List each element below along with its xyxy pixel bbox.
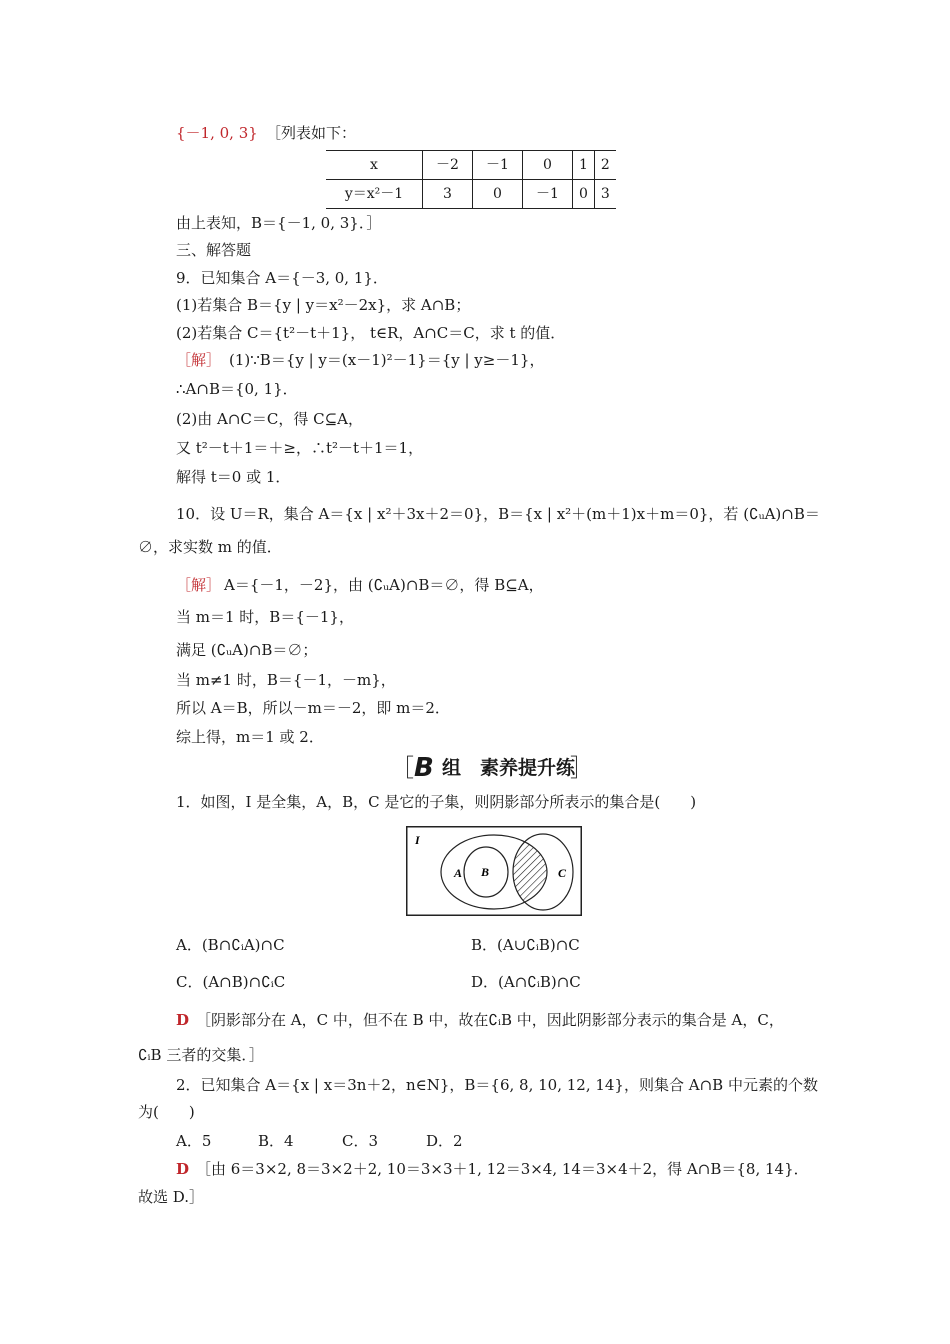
b2-explanation: 故选 D.］ [138, 1188, 205, 1206]
q10-solution-line: A＝{－1，－2}，由 (∁ᵤA)∩B＝∅，得 B⊆A， [224, 576, 544, 594]
table-cell: －1 [523, 180, 573, 209]
banner-bracket-right: ］ [570, 754, 594, 782]
q10-stem: 10．设 U＝R，集合 A＝{x | x²＋3x＋2＝0}，B＝{x | x²＋(m＋1)x＋m＝0}，若 (∁ᵤA)∩B＝ [176, 505, 820, 523]
q10-solution-line: 当 m＝1 时，B＝{－1}， [176, 608, 354, 626]
banner-title: 组 素养提升练 [442, 757, 576, 779]
q9-solution-tag: ［解］ [176, 351, 222, 369]
value-table [326, 150, 616, 209]
table-cell: 0 [473, 180, 523, 209]
b2-option-c: C．3 [342, 1132, 379, 1150]
table-row [326, 151, 616, 180]
section-heading: 三、解答题 [176, 241, 252, 259]
table-cell: y＝x²－1 [326, 180, 423, 209]
b1-explanation: ［阴影部分在 A，C 中，但不在 B 中，故在∁ᵢB 中，因此阴影部分表示的集合是 A，C， [196, 1011, 784, 1029]
table-cell: 3 [423, 180, 473, 209]
q10-stem: ∅，求实数 m 的值． [138, 538, 282, 556]
banner-bracket-left: ［ [390, 754, 414, 782]
table-cell: 0 [573, 180, 595, 209]
b2-stem: 2．已知集合 A＝{x | x＝3n＋2，n∈N}，B＝{6, 8, 10, 12, 14}，则集合 A∩B 中元素的个数 [176, 1076, 818, 1094]
b1-option-a: A．(B∩∁ᵢA)∩C [176, 936, 285, 954]
b1-option-b: B．(A∪∁ᵢB)∩C [471, 936, 580, 954]
b1-option-d: D．(A∩∁ᵢB)∩C [471, 973, 581, 991]
label-i: I [415, 833, 420, 847]
b2-explanation: ［由 6＝3×2, 8＝3×2＋2, 10＝3×3＋1, 12＝3×4, 14＝3×4＋2，得 A∩B＝{8, 14}． [196, 1160, 809, 1178]
q8-intro: ［列表如下： [266, 124, 357, 142]
banner-letter: B [414, 753, 434, 783]
table-cell: x [326, 151, 423, 180]
q10-solution-tag: ［解］ [176, 576, 222, 594]
b2-option-d: D．2 [426, 1132, 463, 1150]
q8-conclusion: 由上表知，B＝{－1, 0, 3}．］ [176, 214, 382, 232]
b1-stem: 1．如图，I 是全集，A，B，C 是它的子集，则阴影部分所表示的集合是( ) [176, 793, 697, 811]
table-cell: 3 [594, 180, 615, 209]
table-cell: －1 [473, 151, 523, 180]
q10-solution-line: 当 m≠1 时，B＝{－1，－m}， [176, 671, 396, 689]
q8-answer: {－1, 0, 3} [176, 124, 258, 142]
q9-part1: (1)若集合 B＝{y | y＝x²－2x}，求 A∩B； [176, 296, 471, 314]
q9-part2: (2)若集合 C＝{t²－t＋1}， t∈R，A∩C＝C，求 t 的值． [176, 324, 566, 342]
b1-explanation: ∁ᵢB 三者的交集．］ [138, 1046, 264, 1064]
table-cell: 0 [523, 151, 573, 180]
label-b: B [481, 865, 490, 879]
q10-solution-line: 综上得，m＝1 或 2． [176, 728, 324, 746]
q9-solution-line: (1)∵B＝{y | y＝(x－1)²－1}＝{y | y≥－1}， [229, 351, 545, 369]
q10-solution-line: 满足 (∁ᵤA)∩B＝∅； [176, 641, 318, 659]
q9-solution-line: 又 t²－t＋1＝＋≥，∴t²－t＋1＝1， [176, 439, 424, 457]
group-b-banner [390, 753, 594, 786]
q10-solution-line: 所以 A＝B，所以－m＝－2，即 m＝2． [176, 699, 450, 717]
b2-answer: D [176, 1160, 190, 1178]
b2-option-a: A．5 [176, 1132, 212, 1150]
q9-stem: 9．已知集合 A＝{－3, 0, 1}． [176, 269, 388, 287]
venn-diagram [406, 826, 582, 916]
table-row [326, 180, 616, 209]
q9-solution-line: ∴A∩B＝{0, 1}． [176, 380, 298, 398]
label-a: A [454, 866, 463, 880]
b2-option-b: B．4 [258, 1132, 294, 1150]
q9-solution-line: (2)由 A∩C＝C，得 C⊆A， [176, 410, 364, 428]
table-cell: －2 [423, 151, 473, 180]
b2-stem: 为( ) [138, 1103, 195, 1121]
b1-option-c: C．(A∩B)∩∁ᵢC [176, 973, 286, 991]
b1-answer: D [176, 1011, 190, 1029]
table-cell: 2 [594, 151, 615, 180]
q9-solution-line: 解得 t＝0 或 1． [176, 468, 291, 486]
table-cell: 1 [573, 151, 595, 180]
label-c: C [558, 866, 567, 880]
